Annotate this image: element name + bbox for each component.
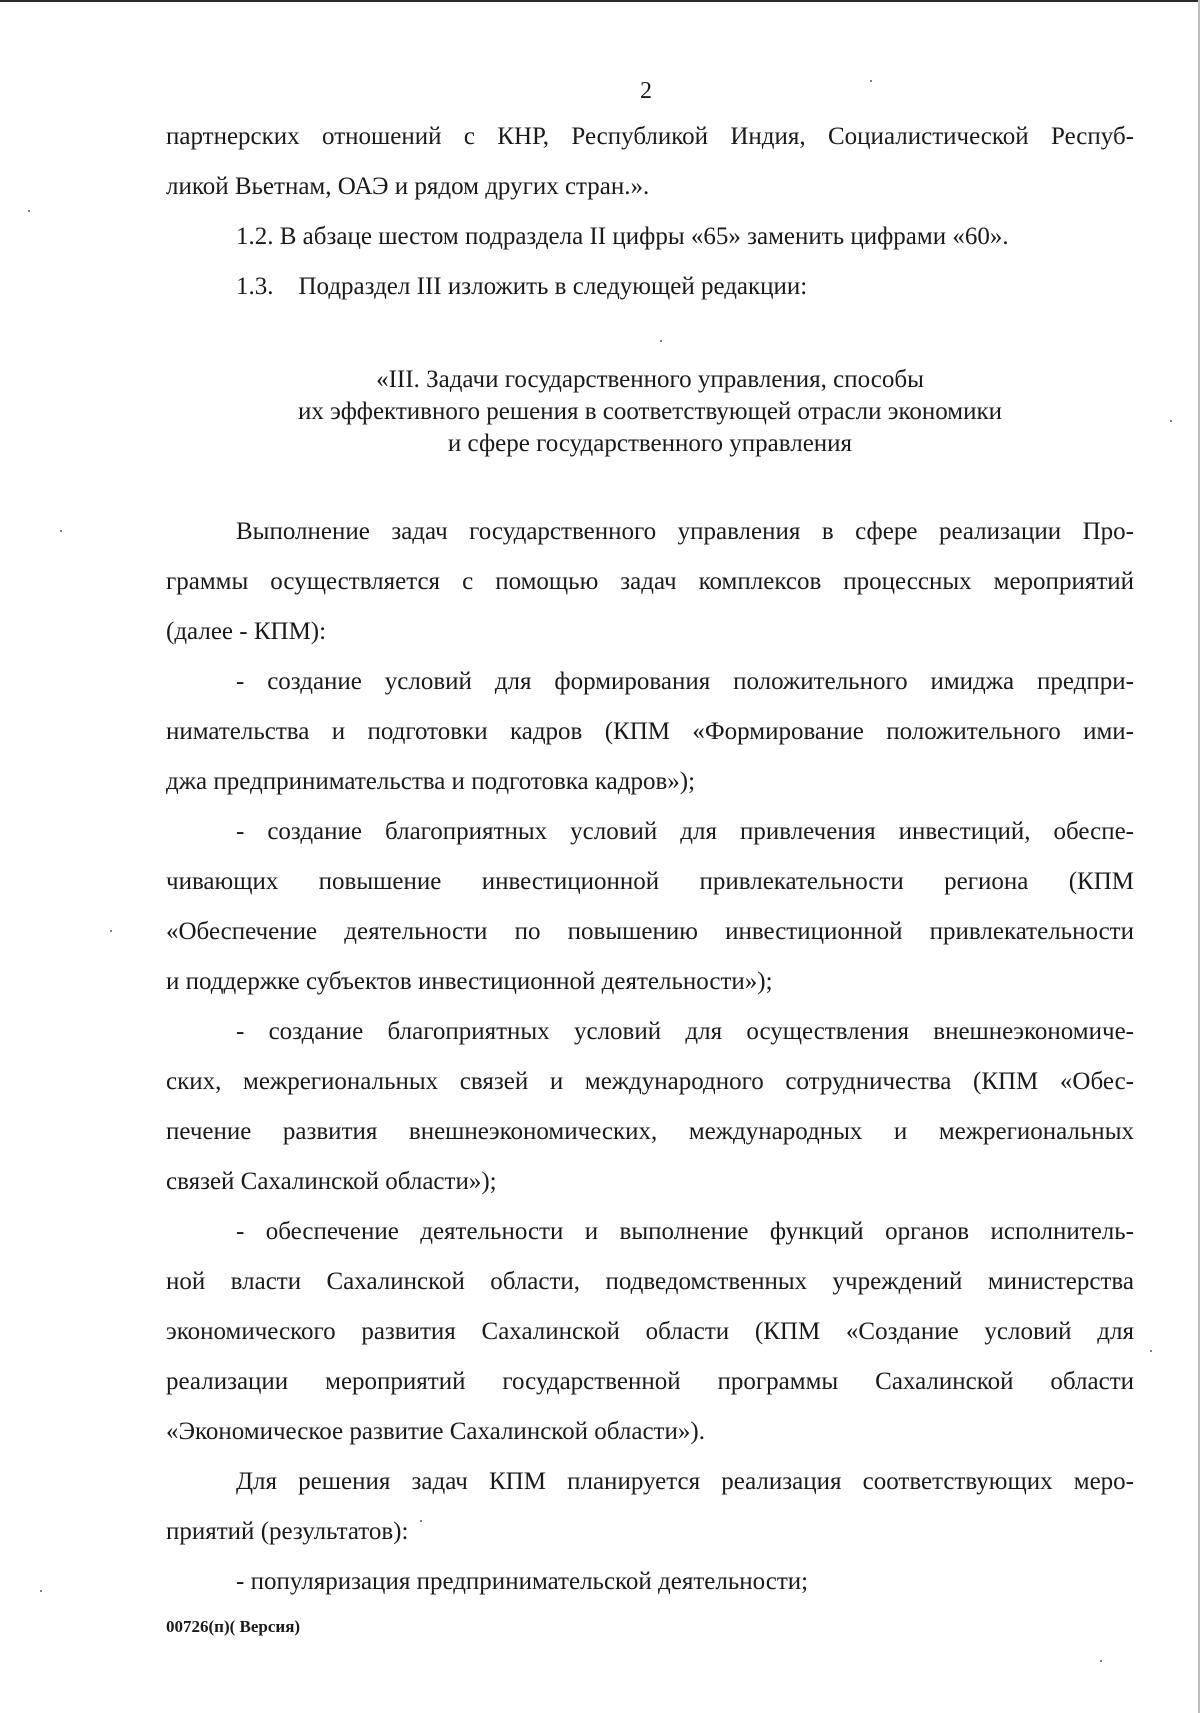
scan-speck [1100, 1660, 1102, 1662]
heading-line: их эффективного решения в соответствующей отрасли экономики [298, 398, 1002, 425]
text-line: «Экономическое развитие Сахалинской области»). [166, 1418, 705, 1445]
text-line: партнерских отношений с КНР, Республикой Индия, Социалистической Респуб- [166, 123, 1134, 150]
text-line: - создание благоприятных условий для осуществления внешнеэкономиче- [236, 1018, 1134, 1045]
text-line: Выполнение задач государственного управления в сфере реализации Про- [236, 518, 1134, 545]
scan-speck [420, 1520, 422, 1522]
text-line: чивающих повышение инвестиционной привлекательности региона (КПМ [166, 868, 1134, 895]
page-number: 2 [640, 78, 652, 104]
scan-speck [60, 530, 62, 532]
scan-speck [40, 1590, 42, 1592]
scan-speck [660, 340, 662, 342]
section-heading [166, 364, 1134, 460]
text-line: и поддержке субъектов инвестиционной деятельности»); [166, 968, 773, 995]
text-line: - популяризация предпринимательской деятельности; [236, 1568, 809, 1595]
text-line: связей Сахалинской области»); [166, 1168, 497, 1195]
scan-speck [110, 930, 112, 932]
text-line: ских, межрегиональных связей и международного сотрудничества (КПМ «Обес- [166, 1068, 1134, 1095]
text-line: 1.3. Подраздел III изложить в следующей редакции: [236, 273, 808, 300]
scan-speck [1170, 420, 1172, 422]
scan-speck [1150, 1350, 1152, 1352]
text-line: ной власти Сахалинской области, подведомственных учреждений министерства [166, 1268, 1134, 1295]
text-line: «Обеспечение деятельности по повышению инвестиционной привлекательности [166, 918, 1134, 945]
text-line: джа предпринимательства и подготовка кадров»); [166, 768, 696, 795]
heading-line: и сфере государственного управления [447, 430, 853, 457]
text-line: Для решения задач КПМ планируется реализация соответствующих меро- [236, 1468, 1134, 1495]
text-line: реализации мероприятий государственной программы Сахалинской области [166, 1368, 1134, 1395]
body-paragraphs [166, 507, 1134, 1607]
text-line: ликой Вьетнам, ОАЭ и рядом других стран.». [166, 173, 650, 200]
scan-border-top [0, 0, 1200, 2]
text-line: - создание условий для формирования положительного имиджа предпри- [236, 668, 1134, 695]
scan-speck [28, 210, 30, 212]
text-line: приятий (результатов): [166, 1518, 409, 1545]
text-line: нимательства и подготовки кадров (КПМ «Формирование положительного ими- [166, 718, 1134, 745]
text-line: печение развития внешнеэкономических, международных и межрегиональных [166, 1118, 1134, 1145]
text-line: 1.2. В абзаце шестом подраздела II цифры «65» заменить цифрами «60». [236, 223, 1009, 250]
intro-paragraphs [166, 112, 1134, 312]
text-line: (далее - КПМ): [166, 618, 327, 645]
text-line: - обеспечение деятельности и выполнение функций органов исполнитель- [236, 1218, 1134, 1245]
scan-speck [870, 80, 872, 82]
document-footer-code: 00726(п)( Версия) [166, 1617, 301, 1636]
text-line: экономического развития Сахалинской области (КПМ «Создание условий для [166, 1318, 1134, 1345]
text-line: граммы осуществляется с помощью задач комплексов процессных мероприятий [166, 568, 1134, 595]
text-line: - создание благоприятных условий для привлечения инвестиций, обеспе- [236, 818, 1134, 845]
heading-line: «III. Задачи государственного управления, способы [376, 366, 924, 393]
